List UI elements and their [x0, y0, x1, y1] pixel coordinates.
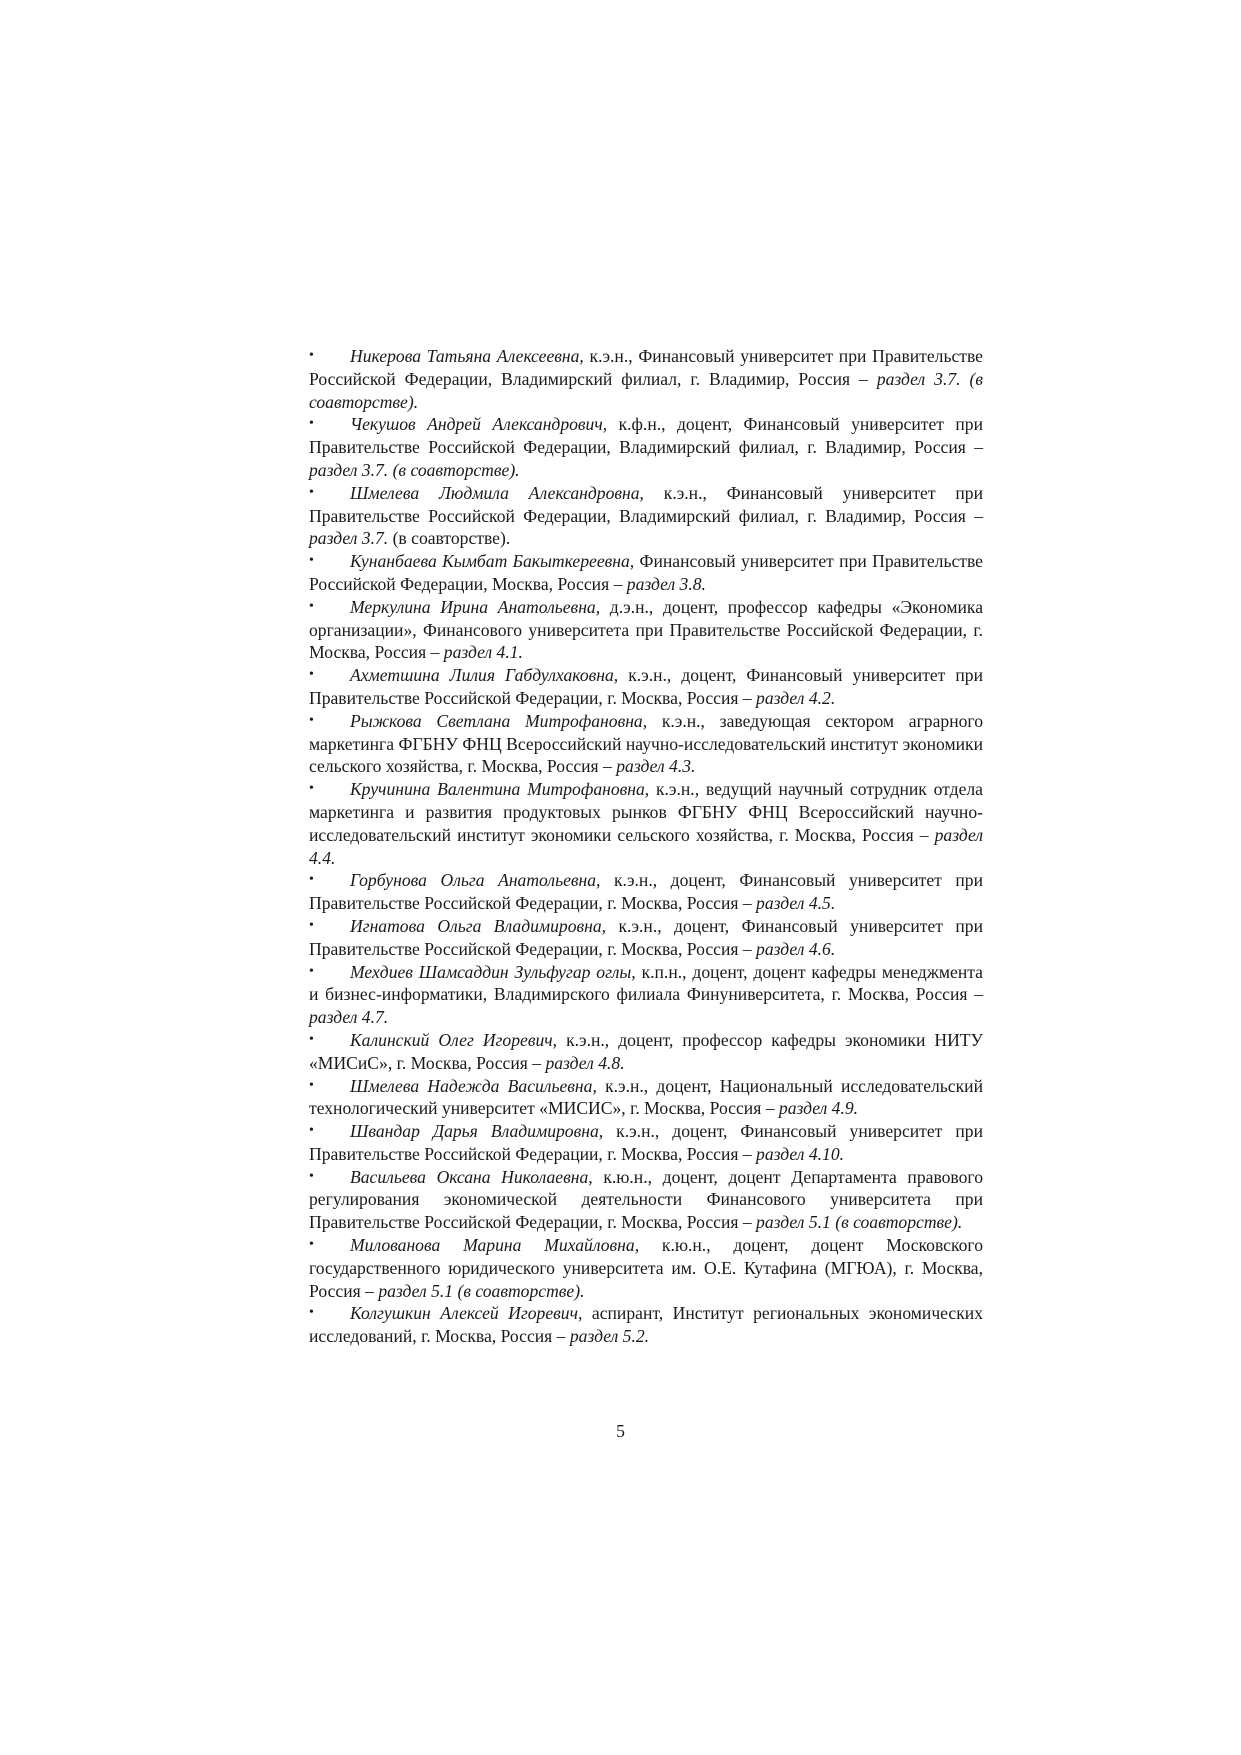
author-name: Васильева Оксана Николаевна,	[350, 1166, 593, 1187]
bullet-icon: •	[309, 1168, 314, 1184]
author-section: раздел 4.8.	[545, 1052, 625, 1073]
author-info: д.э.н., доцент, профессор кафедры «Экономика организации», Финансового университета при Правительстве Российской Федерации, г. Москва, Россия –	[309, 596, 984, 663]
author-info: к.э.н., доцент, профессор кафедры экономики НИТУ «МИСиС», г. Москва, Россия –	[309, 1029, 983, 1073]
author-info: к.э.н., доцент, Финансовый университет при Правительстве Российской Федерации, г. Москва, Россия –	[309, 915, 983, 959]
author-section: раздел 4.9.	[778, 1098, 859, 1119]
author-section: раздел 3.7. (в соавторстве).	[309, 459, 520, 480]
author-info: к.э.н., Финансовый университет при Правительстве Российской Федерации, Владимирский филиал, г. Владимир, Россия –	[309, 482, 983, 526]
author-list	[309, 345, 983, 1348]
bullet-icon: •	[309, 1305, 314, 1321]
author-entry	[309, 1302, 983, 1348]
author-name: Мехдиев Шамсаддин Зульфугар оглы,	[350, 961, 636, 982]
author-section: раздел 4.1.	[443, 642, 523, 663]
author-name: Шмелева Людмила Александровна,	[350, 482, 644, 503]
author-info: к.ф.н., доцент, Финансовый университет при Правительстве Российской Федерации, Владимирский филиал, г. Владимир, Россия –	[309, 414, 983, 458]
bullet-icon: •	[309, 712, 314, 728]
bullet-icon: •	[309, 484, 314, 500]
author-entry	[309, 961, 983, 1029]
author-section: раздел 4.7.	[309, 1007, 389, 1028]
bullet-icon: •	[309, 348, 314, 363]
bullet-icon: •	[309, 416, 314, 432]
author-entry	[309, 710, 983, 778]
bullet-icon: •	[309, 553, 314, 569]
author-info: к.э.н., доцент, Финансовый университет при Правительстве Российской Федерации, г. Москва, Россия –	[309, 665, 983, 708]
author-info: к.э.н., доцент, Национальный исследовательский технологический университет «МИСИС», г. Москва, Россия –	[309, 1075, 983, 1119]
author-name: Игнатова Ольга Владимировна,	[350, 915, 607, 936]
bullet-icon: •	[309, 598, 314, 614]
bullet-icon: •	[309, 1031, 314, 1047]
bullet-icon: •	[309, 1123, 314, 1139]
author-info: к.ю.н., доцент, доцент Департамента правового регулирования экономической деятельности Финансового университета при Правительстве Российской Федерации, г. Москва, Россия –	[309, 1166, 983, 1233]
author-section: раздел 4.10.	[756, 1143, 845, 1164]
author-name: Кунанбаева Кымбат Бакыткереевна,	[350, 551, 635, 572]
author-section: раздел 4.4.	[309, 824, 983, 868]
author-info: к.э.н., ведущий научный сотрудник отдела маркетинга и развития продуктовых рынков ФГБНУ ФНЦ Всероссийский научно-исследовательский институт экономики сельского хозяйства, г. Москва, Россия –	[309, 779, 983, 845]
bullet-icon: •	[309, 872, 314, 888]
author-entry	[309, 869, 983, 915]
author-info: к.п.н., доцент, доцент кафедры менеджмента и бизнес-информатики, Владимирского филиала Финуниверситета, г. Москва, Россия –	[309, 961, 983, 1005]
page-number: 5	[616, 1421, 625, 1441]
author-name: Кручинина Валентина Митрофановна,	[350, 779, 650, 800]
author-info: к.э.н., Финансовый университет при Правительстве Российской Федерации, Владимирский филиал, г. Владимир, Россия –	[309, 346, 983, 389]
author-entry	[309, 915, 983, 961]
author-info: Финансовый университет при Правительстве Российской Федерации, Москва, Россия –	[309, 551, 983, 594]
author-info: к.э.н., доцент, Финансовый университет при Правительстве Российской Федерации, г. Москва, Россия –	[309, 870, 983, 914]
author-name: Никерова Татьяна Алексеевна,	[350, 346, 584, 366]
author-name: Чекушов Андрей Александрович,	[350, 414, 608, 435]
author-entry	[309, 596, 983, 664]
author-entry	[309, 1075, 983, 1121]
author-entry	[309, 1234, 983, 1302]
author-entry	[309, 482, 983, 550]
author-info: к.э.н., доцент, Финансовый университет при Правительстве Российской Федерации, г. Москва, Россия –	[309, 1121, 983, 1164]
author-info: аспирант, Институт региональных экономических исследований, г. Москва, Россия –	[309, 1303, 983, 1347]
bullet-icon: •	[309, 1237, 314, 1253]
author-name: Горбунова Ольга Анатольевна,	[350, 870, 601, 891]
bullet-icon: •	[309, 963, 314, 979]
author-section: раздел 4.3.	[616, 756, 696, 777]
author-name: Колгушкин Алексей Игоревич,	[350, 1303, 583, 1324]
author-section: раздел 4.5.	[756, 893, 836, 914]
author-entry	[309, 1029, 983, 1075]
author-entry	[309, 413, 983, 481]
bullet-icon: •	[309, 917, 314, 933]
author-entry	[309, 664, 983, 710]
author-entry	[309, 550, 983, 596]
author-name: Шмелева Надежда Васильевна,	[350, 1075, 597, 1096]
bullet-icon: •	[309, 1077, 314, 1093]
author-section: раздел 5.1 (в соавторстве).	[378, 1280, 585, 1301]
author-section: раздел 5.1 (в соавторстве).	[756, 1212, 963, 1233]
author-tail: (в соавторстве).	[388, 528, 511, 549]
author-name: Ахметшина Лилия Габдулхаковна,	[350, 665, 619, 686]
author-section: раздел 3.7.	[309, 528, 389, 549]
author-name: Меркулина Ирина Анатольевна,	[350, 596, 601, 617]
author-info: к.ю.н., доцент, доцент Московского государственного юридического университета им. О.Е. Кутафина (МГЮА), г. Москва, Россия –	[309, 1235, 983, 1301]
author-entry	[309, 1120, 983, 1166]
author-section: раздел 4.6.	[756, 938, 836, 959]
bullet-icon: •	[309, 781, 314, 797]
author-name: Швандар Дарья Владимировна,	[350, 1121, 604, 1142]
author-entry	[309, 1166, 983, 1234]
author-name: Милованова Марина Михайловна,	[350, 1235, 640, 1256]
author-section: раздел 3.7. (в соавторстве).	[309, 368, 983, 412]
author-section: раздел 3.8.	[626, 573, 706, 594]
author-entry	[309, 778, 983, 869]
author-section: раздел 4.2.	[756, 687, 836, 708]
bullet-icon: •	[309, 667, 314, 683]
author-name: Рыжкова Светлана Митрофановна,	[350, 710, 648, 731]
author-entry	[309, 345, 983, 413]
author-name: Калинский Олег Игоревич,	[350, 1029, 558, 1050]
author-section: раздел 5.2.	[569, 1326, 650, 1347]
author-info: к.э.н., заведующая сектором аграрного маркетинга ФГБНУ ФНЦ Всероссийский научно-исследовательский институт экономики сельского хозяйства, г. Москва, Россия –	[309, 710, 983, 777]
